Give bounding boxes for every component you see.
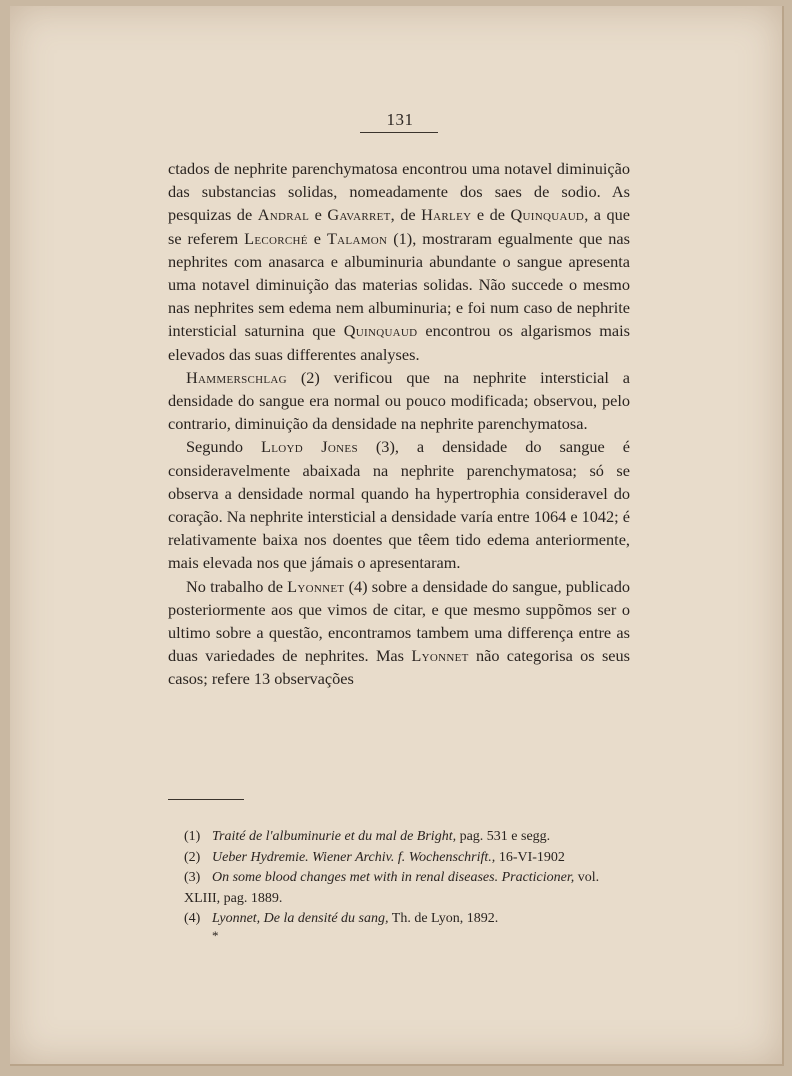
header-rule bbox=[360, 132, 438, 133]
footnote bbox=[168, 848, 630, 869]
text-run: e de bbox=[471, 205, 511, 225]
footnote-marker: (1) bbox=[184, 829, 201, 844]
citation-title: Lyonnet, De la densité du sang, bbox=[212, 911, 389, 926]
footnote-marker: (3) bbox=[184, 870, 201, 885]
footnote-marker: (4) bbox=[184, 911, 201, 926]
author-name: Lyonnet bbox=[411, 646, 469, 666]
body-text bbox=[168, 157, 630, 691]
footnote bbox=[168, 827, 630, 848]
paragraph bbox=[168, 575, 630, 691]
citation-title: On some blood changes met with in renal diseases. Practicioner, bbox=[212, 870, 575, 885]
text-run: No trabalho de bbox=[186, 576, 288, 596]
citation-title: Traité de l'albuminurie et du mal de Bright, bbox=[212, 829, 457, 844]
citation-detail: vol. XLIII, pag. 1889. bbox=[184, 870, 600, 906]
text-run: não categorisa os seus casos; refere 13 observações bbox=[168, 646, 631, 689]
footnote-rule bbox=[168, 799, 244, 800]
author-name: Lloyd Jones bbox=[261, 437, 358, 457]
author-name: Quinquaud bbox=[343, 321, 418, 341]
text-run: encontrou os algarismos mais elevados das suas differentes analyses. bbox=[168, 321, 630, 364]
text-run: (4) sobre a densidade do sangue, publicado posteriormente aos que vimos de citar, e que mesmo suppõmos ser o ultimo sobre a questão, encontramos tambem uma differença entre as duas variedades de nephrites. Mas bbox=[168, 576, 630, 666]
footnotes bbox=[168, 827, 630, 930]
paragraph bbox=[168, 157, 630, 366]
citation-detail: pag. 531 e segg. bbox=[456, 829, 551, 844]
page-number: 131 bbox=[386, 110, 414, 129]
text-run: (3), a densidade do sangue é consideravelmente abaixada na nephrite parenchymatosa; só se observa a densidade normal quando ha hypertrophia consideravel do coração. Na nephrite intersticial a densidade varía entre 1064 e 1042; é relativamente baixa nos doentes que têem tido edema anteriormente, mais elevada nos que jámais o apresentaram. bbox=[168, 437, 631, 573]
citation-detail: Th. de Lyon, 1892. bbox=[388, 911, 499, 926]
author-name: Lecorché bbox=[244, 228, 308, 248]
text-run: e bbox=[307, 228, 327, 248]
text-run: , a que se referem bbox=[168, 205, 631, 248]
paragraph bbox=[168, 435, 630, 574]
author-name: Gavarret bbox=[327, 205, 391, 225]
signature-mark: * bbox=[212, 928, 219, 943]
author-name: Harley bbox=[421, 205, 472, 225]
text-run: (2) verificou que na nephrite intersticial a densidade do sangue era normal ou pouco modificada; observou, pelo contrario, diminuição da densidade na nephrite parenchymatosa. bbox=[168, 367, 630, 434]
citation-detail: 16-VI-1902 bbox=[495, 849, 565, 865]
text-run: Segundo bbox=[186, 437, 261, 457]
author-name: Lyonnet bbox=[287, 576, 345, 596]
footnote bbox=[168, 868, 630, 909]
paragraph bbox=[168, 366, 630, 436]
footnote bbox=[168, 909, 630, 930]
citation-title: Ueber Hydremie. Wiener Archiv. f. Wochenschrift., bbox=[212, 849, 496, 865]
author-name: Andral bbox=[257, 205, 310, 225]
author-name: Quinquaud bbox=[510, 205, 585, 225]
text-run: e bbox=[309, 205, 328, 225]
author-name: Talamon bbox=[326, 228, 388, 248]
text-run: (1), mostraram egualmente que nas nephrites com anasarca e albuminuria abundante o sangue apresenta uma notavel diminuição das materias solidas. Não succede o mesmo nas nephrites sem edema nem albuminuria; e foi num caso de nephrite intersticial saturnina que bbox=[168, 228, 630, 341]
footnote-marker: (2) bbox=[184, 849, 201, 865]
author-name: Hammerschlag bbox=[186, 367, 287, 387]
text-run: , de bbox=[390, 205, 422, 225]
text-run: ctados de nephrite parenchymatosa encontrou uma notavel diminuição das substancias solidas, nomeadamente dos saes de sodio. As pesquizas de bbox=[168, 159, 630, 225]
book-page bbox=[10, 6, 784, 1066]
